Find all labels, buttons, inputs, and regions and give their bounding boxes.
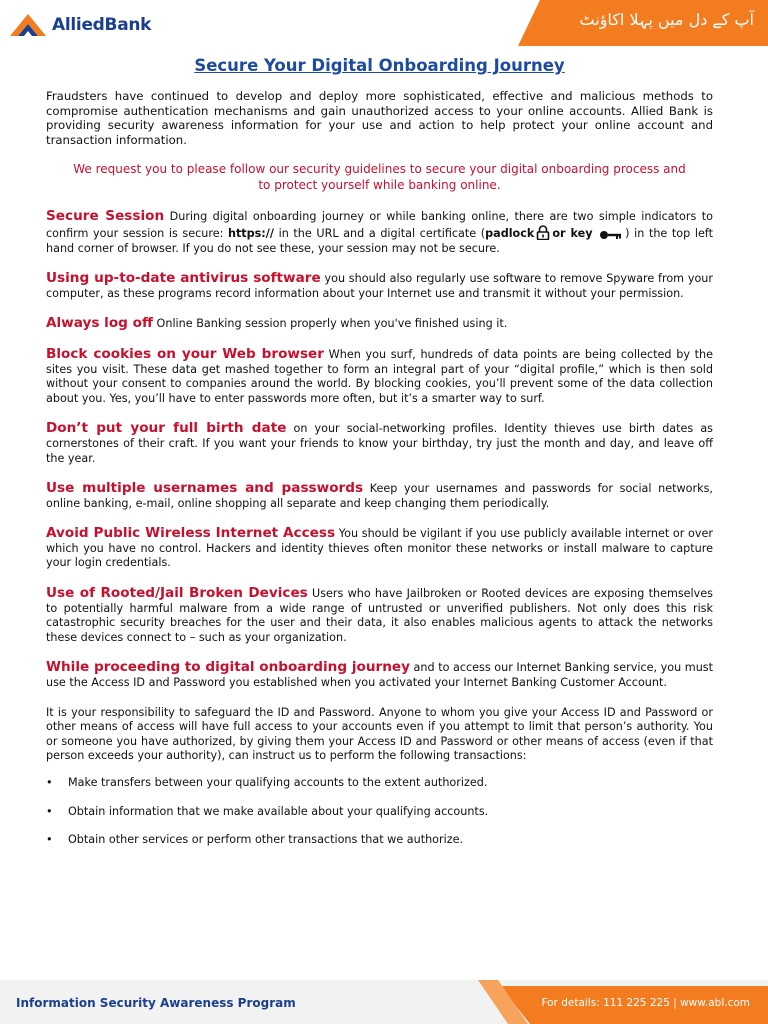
https-label: https:// <box>227 226 274 240</box>
tip-birth-date <box>46 421 713 466</box>
tip-heading: Using up-to-date antivirus software <box>46 270 321 287</box>
tip-text: on your social-networking profiles. Identity thieves use birth dates as cornerstones of their craft. If you want your friends to know your birthday, try just the month and day, and leave off the year. <box>46 422 714 465</box>
tip-log-off <box>46 316 713 332</box>
tip-text: ) in the top left hand corner of browser. If you do not see these, your session may not be secure. <box>46 226 713 255</box>
transactions-list <box>46 776 713 848</box>
intro-paragraph: Fraudsters have continued to develop and deploy more sophisticated, effective and malicious methods to compromise authentication mechanisms and gain unauthorized access to your online accounts. Allied Bank is providing security awareness information for your use and action to help protect your online account and transaction information. <box>46 89 713 147</box>
bullet-icon: • <box>46 776 53 789</box>
tip-text: You should be vigilant if you use publicly available internet or over which you have no control. Hackers and identity thieves often monitor these networks or install malware to capture your login credentials. <box>46 527 713 570</box>
tip-public-wireless <box>46 526 713 571</box>
page-footer <box>0 980 768 1024</box>
list-item-text: Obtain information that we make available about your qualifying accounts. <box>68 804 489 818</box>
tip-antivirus <box>46 271 713 301</box>
bullet-icon: • <box>46 804 53 818</box>
page-title: Secure Your Digital Onboarding Journey <box>194 56 565 75</box>
allied-bank-emblem-icon <box>8 12 48 38</box>
tip-text: Online Banking session properly when you've finished using it. <box>153 317 508 331</box>
padlock-label: padlock <box>485 226 535 240</box>
key-icon <box>599 230 623 240</box>
list-item <box>46 833 713 848</box>
list-item <box>46 776 713 791</box>
tip-heading: Don’t put your full birth date <box>46 420 287 437</box>
tip-text: When you surf, hundreds of data points are being collected by the sites you visit. These data get mashed together to form an integral part of your “digital profile,” which is then sold without your consent to companies around the world. By blocking cookies, you’ll prevent some of the data collection about you. Yes, you’ll have to enter passwords more often, but it’s a smarter way to surf. <box>46 347 713 405</box>
tip-text: and to access our Internet Banking service, you must use the Access ID and Password you established when you activated your Internet Banking Customer Account. <box>46 661 713 690</box>
responsibility-paragraph: It is your responsibility to safeguard the ID and Password. Anyone to whom you give your Access ID and Password or other means of access will have full access to your accounts even if you attempt to limit that person’s authority. You or someone you have authorized, by giving them your Access ID and Password or other means of access (even if that person exceeds your authority), can instruct us to perform the following transactions: <box>46 705 713 763</box>
urdu-tagline-band <box>518 0 768 46</box>
list-item-text: Make transfers between your qualifying accounts to the extent authorized. <box>68 776 488 789</box>
tip-text: Users who have Jailbroken or Rooted devices are exposing themselves to potentially harmful malware from a wide range of untrusted or unverified publishers. Not only does this risk catastrophic security breaches for the user and their data, it also enables malicious agents to attack the networks these devices connect to – such as your organization. <box>46 587 714 644</box>
tip-text: During digital onboarding journey or while banking online, there are two simple indicators to confirm your session is secure: <box>46 210 713 240</box>
tip-onboarding-journey <box>46 660 713 690</box>
bullet-icon: • <box>46 833 53 847</box>
footer-program-title: Information Security Awareness Program <box>16 996 296 1010</box>
allied-bank-logo <box>8 10 151 40</box>
tip-heading: While proceeding to digital onboarding journey <box>46 659 410 676</box>
tip-text: you should also regularly use software to remove Spyware from your computer, as these programs record information about your Internet use and transmit it without your permission. <box>46 272 713 300</box>
logo-text: AlliedBank <box>52 15 152 35</box>
or-key-label: or key <box>552 226 593 240</box>
tip-block-cookies <box>46 347 713 406</box>
tip-secure-session <box>46 209 713 256</box>
tip-rooted-devices <box>46 586 713 645</box>
padlock-icon <box>536 225 550 240</box>
tip-heading: Use of Rooted/Jail Broken Devices <box>46 585 308 602</box>
tip-heading: Secure Session <box>46 208 165 225</box>
urdu-tagline: آپ کے دل میں پہلا اکاؤنٹ <box>579 10 754 29</box>
list-item-text: Obtain other services or perform other transactions that we authorize. <box>68 833 464 847</box>
tip-heading: Always log off <box>46 315 153 332</box>
main-content <box>46 56 713 862</box>
page-header <box>0 0 768 50</box>
request-notice: We request you to please follow our security guidelines to secure your digital onboarding process and to protect yourself while banking online. <box>73 162 686 193</box>
tip-text: in the URL and a digital certificate ( <box>273 226 486 240</box>
footer-contact: For details: 111 225 225 | www.abl.com <box>541 997 750 1009</box>
tip-heading: Avoid Public Wireless Internet Access <box>46 525 336 542</box>
tip-usernames-passwords <box>46 481 713 511</box>
tip-heading: Block cookies on your Web browser <box>46 345 324 362</box>
list-item <box>46 805 713 820</box>
tip-text: Keep your usernames and passwords for social networks, online banking, e-mail, online shopping all separate and keep changing them periodically. <box>46 482 713 510</box>
tip-heading: Use multiple usernames and passwords <box>46 480 364 497</box>
